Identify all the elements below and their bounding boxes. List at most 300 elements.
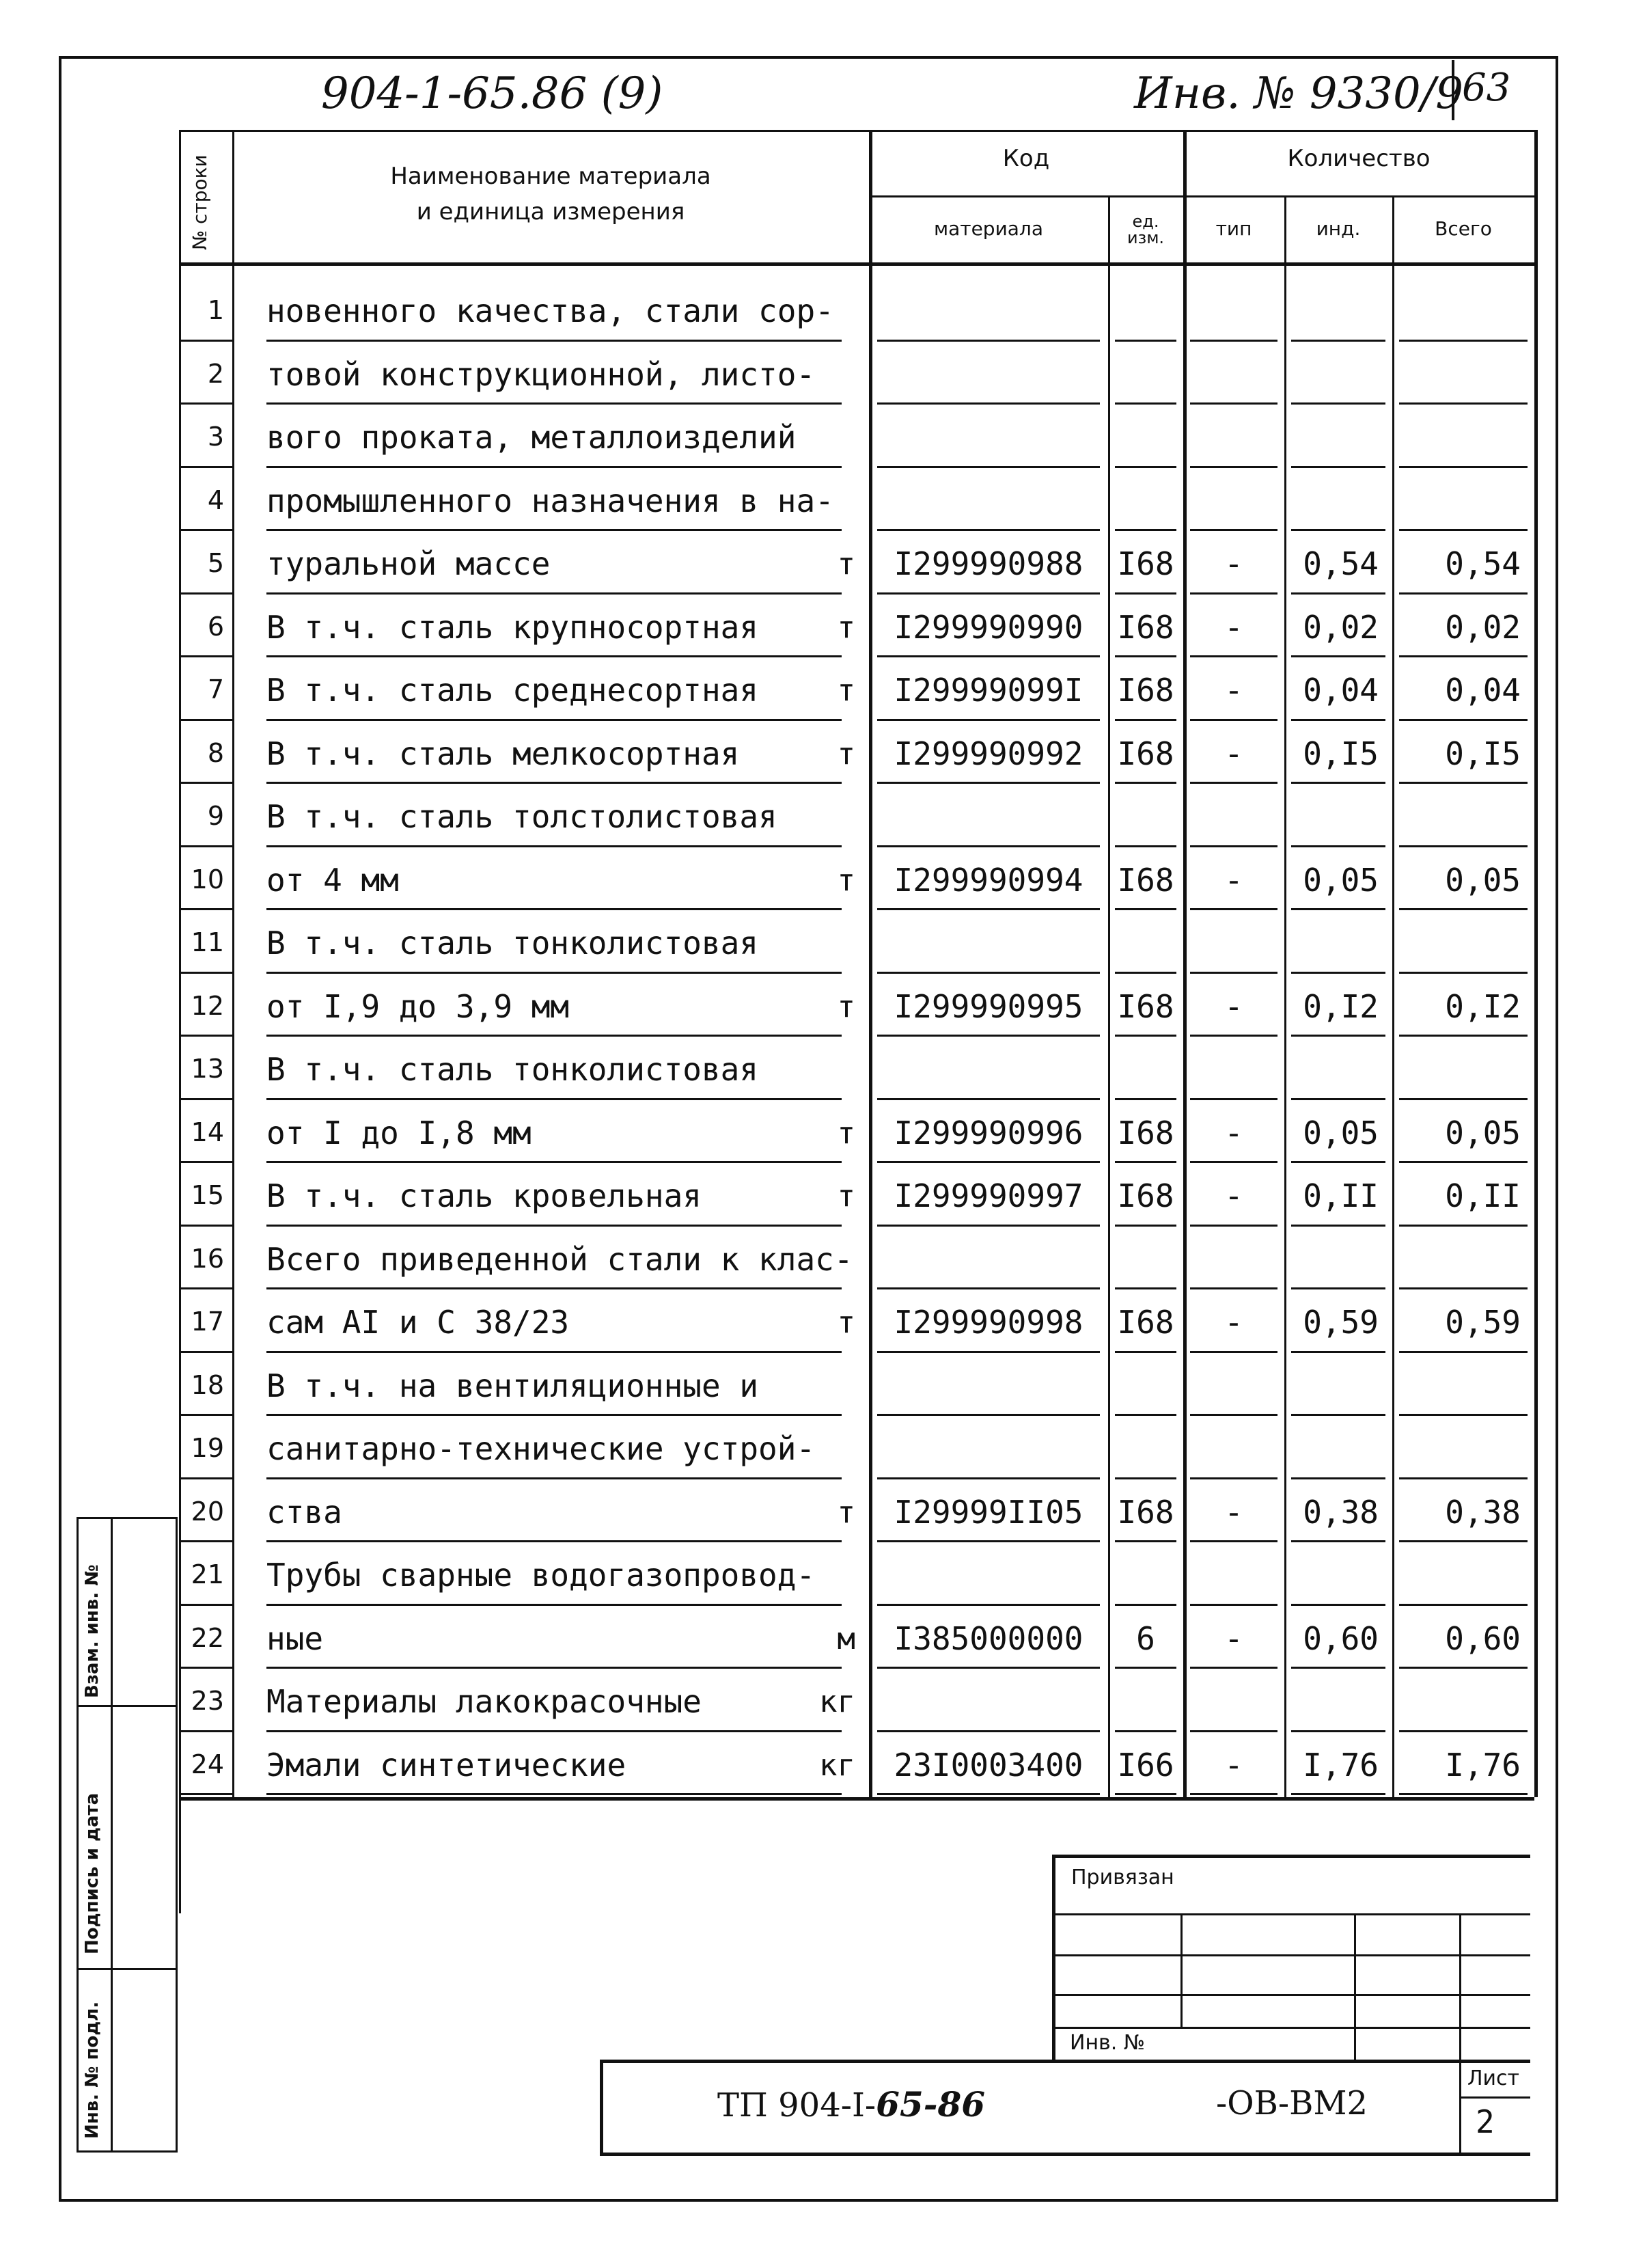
qty-ind: 0,I2 bbox=[1303, 987, 1379, 1025]
row-rule bbox=[1190, 1604, 1277, 1606]
qty-type: - bbox=[1224, 861, 1243, 899]
col-header-ind: инд. bbox=[1316, 217, 1361, 240]
qty-total: 0,54 bbox=[1445, 545, 1521, 582]
qty-ind: 0,05 bbox=[1303, 861, 1379, 899]
row-rule bbox=[179, 340, 232, 342]
qty-ind: 0,I5 bbox=[1303, 735, 1379, 772]
qty-total: 0,05 bbox=[1445, 1114, 1521, 1151]
row-rule bbox=[1115, 1225, 1176, 1227]
row-rule bbox=[179, 972, 232, 974]
material-code: I29999099I bbox=[894, 672, 1083, 709]
row-rule bbox=[266, 1035, 842, 1037]
qty-ind: I,76 bbox=[1303, 1746, 1379, 1784]
col-header-name-2: и единица измерения bbox=[416, 198, 685, 226]
row-rule bbox=[877, 1604, 1100, 1606]
material-code: I299990997 bbox=[894, 1177, 1083, 1214]
row-rule bbox=[1399, 655, 1528, 657]
row-rule bbox=[1399, 1098, 1528, 1100]
row-rule bbox=[1399, 1604, 1528, 1606]
row-rule bbox=[1115, 1667, 1176, 1669]
row-rule bbox=[1190, 466, 1277, 468]
row-rule bbox=[1115, 1477, 1176, 1479]
stamp-sheet-label: Лист bbox=[1467, 2066, 1520, 2090]
row-rule bbox=[877, 1414, 1100, 1416]
row-rule bbox=[179, 845, 232, 847]
page-number: 63 bbox=[1462, 66, 1511, 110]
row-rule bbox=[1115, 529, 1176, 531]
material-name: В т.ч. на вентиляционные и bbox=[266, 1367, 759, 1404]
row-rule bbox=[1190, 782, 1277, 784]
row-rule bbox=[877, 655, 1100, 657]
row-rule bbox=[877, 1477, 1100, 1479]
row-rule bbox=[1115, 1604, 1176, 1606]
col-header-type: тип bbox=[1215, 217, 1252, 240]
qty-type: - bbox=[1224, 672, 1243, 709]
qty-ind: 0,38 bbox=[1303, 1493, 1379, 1531]
row-rule bbox=[1399, 1414, 1528, 1416]
qty-ind: 0,02 bbox=[1303, 608, 1379, 646]
material-code: I299990998 bbox=[894, 1304, 1083, 1341]
table-bottom-rule bbox=[179, 1797, 1534, 1801]
row-rule bbox=[1115, 1540, 1176, 1542]
designation-hand: 65-86 bbox=[876, 2084, 986, 2124]
row-rule bbox=[877, 908, 1100, 910]
row-rule bbox=[1115, 1793, 1176, 1795]
row-rule bbox=[1399, 1035, 1528, 1037]
row-rule bbox=[1291, 908, 1385, 910]
row-rule bbox=[1115, 972, 1176, 974]
qty-ind: 0,II bbox=[1303, 1177, 1379, 1214]
row-rule bbox=[1115, 1730, 1176, 1732]
qty-total: 0,60 bbox=[1445, 1620, 1521, 1657]
left-border bbox=[179, 130, 181, 1913]
row-rule bbox=[266, 1540, 842, 1542]
stamp-privyazan: Привязан bbox=[1071, 1866, 1174, 1889]
row-rule bbox=[877, 972, 1100, 974]
material-name: Трубы сварные водогазопровод- bbox=[266, 1557, 816, 1594]
row-rule bbox=[1115, 466, 1176, 468]
material-name: Эмали синтетические bbox=[266, 1746, 626, 1784]
row-rule bbox=[179, 1540, 232, 1542]
material-name: промышленного назначения в на- bbox=[266, 482, 834, 519]
row-rule bbox=[1291, 340, 1385, 342]
row-rule bbox=[877, 719, 1100, 721]
unit-code: I68 bbox=[1117, 1177, 1174, 1214]
material-name: от I до I,8 мм bbox=[266, 1114, 531, 1151]
unit-of-measure: т bbox=[837, 1494, 855, 1530]
stamp-inv-no: Инв. № bbox=[1070, 2031, 1146, 2055]
row-rule bbox=[179, 908, 232, 910]
row-rule bbox=[1399, 782, 1528, 784]
row-rule bbox=[1190, 1351, 1277, 1353]
row-rule bbox=[1399, 1287, 1528, 1289]
row-number: 14 bbox=[191, 1117, 224, 1147]
row-number: 17 bbox=[191, 1307, 224, 1337]
row-rule bbox=[877, 1035, 1100, 1037]
material-name: санитарно-технические устрой- bbox=[266, 1430, 816, 1467]
row-rule bbox=[877, 1161, 1100, 1163]
qty-type: - bbox=[1224, 608, 1243, 646]
material-name: от I,9 до 3,9 мм bbox=[266, 987, 570, 1025]
col-header-quantity: Количество bbox=[1287, 145, 1431, 172]
material-name: от 4 мм bbox=[266, 861, 399, 899]
qty-type: - bbox=[1224, 1114, 1243, 1151]
row-rule bbox=[1190, 402, 1277, 405]
row-rule bbox=[266, 908, 842, 910]
row-rule bbox=[1291, 1667, 1385, 1669]
row-rule bbox=[266, 1351, 842, 1353]
header-bottom-rule bbox=[179, 262, 1534, 266]
designation-prefix: ТП 904-I- bbox=[717, 2086, 876, 2124]
qty-ind: 0,60 bbox=[1303, 1620, 1379, 1657]
unit-of-measure: кг bbox=[819, 1747, 855, 1783]
row-rule bbox=[266, 972, 842, 974]
side-label-vzam: Взам. инв. № bbox=[82, 1564, 102, 1698]
qty-type: - bbox=[1224, 1304, 1243, 1341]
unit-code: I68 bbox=[1117, 861, 1174, 899]
unit-code: I68 bbox=[1117, 672, 1174, 709]
row-rule bbox=[1291, 845, 1385, 847]
qty-total: 0,I2 bbox=[1445, 987, 1521, 1025]
row-rule bbox=[1291, 782, 1385, 784]
qty-ind: 0,04 bbox=[1303, 672, 1379, 709]
row-rule bbox=[1190, 340, 1277, 342]
row-rule bbox=[1291, 1351, 1385, 1353]
row-rule bbox=[1399, 466, 1528, 468]
material-code: I299990992 bbox=[894, 735, 1083, 772]
qty-ind: 0,54 bbox=[1303, 545, 1379, 582]
row-rule bbox=[1115, 1035, 1176, 1037]
row-rule bbox=[1115, 655, 1176, 657]
material-name: новенного качества, стали сор- bbox=[266, 292, 834, 329]
qty-type: - bbox=[1224, 987, 1243, 1025]
row-rule bbox=[877, 1287, 1100, 1289]
material-name: В т.ч. сталь среднесортная bbox=[266, 672, 759, 709]
row-number: 9 bbox=[207, 801, 224, 831]
row-rule bbox=[877, 1667, 1100, 1669]
row-rule bbox=[1291, 719, 1385, 721]
row-number: 3 bbox=[207, 422, 224, 452]
row-rule bbox=[179, 1225, 232, 1227]
row-number: 20 bbox=[191, 1496, 224, 1527]
col-header-unit-2: изм. bbox=[1127, 228, 1165, 247]
qty-total: 0,I5 bbox=[1445, 735, 1521, 772]
col-header-row-no: № строки bbox=[189, 154, 211, 250]
unit-of-measure: т bbox=[837, 736, 855, 771]
col-header-unit-1: ед. bbox=[1132, 212, 1159, 231]
row-rule bbox=[1291, 466, 1385, 468]
col-header-code-material: материала bbox=[933, 217, 1043, 240]
col-header-total: Всего bbox=[1435, 217, 1492, 240]
qty-type: - bbox=[1224, 735, 1243, 772]
row-rule bbox=[1291, 1477, 1385, 1479]
row-rule bbox=[1291, 1225, 1385, 1227]
row-rule bbox=[1291, 1287, 1385, 1289]
side-label-inv-podl: Инв. № подл. bbox=[82, 2001, 102, 2139]
row-rule bbox=[1291, 1161, 1385, 1163]
row-rule bbox=[1291, 1414, 1385, 1416]
row-rule bbox=[266, 1161, 842, 1163]
unit-of-measure: т bbox=[837, 610, 855, 645]
row-number: 10 bbox=[191, 864, 224, 894]
row-rule bbox=[1190, 1540, 1277, 1542]
row-rule bbox=[1399, 908, 1528, 910]
qty-ind: 0,05 bbox=[1303, 1114, 1379, 1151]
tip-col-rule bbox=[1183, 130, 1187, 1797]
row-rule bbox=[877, 1540, 1100, 1542]
unit-code: I68 bbox=[1117, 1114, 1174, 1151]
unit-code: I68 bbox=[1117, 545, 1174, 582]
inv-number: Инв. № 9330/9 bbox=[1134, 68, 1463, 119]
row-rule bbox=[1399, 1161, 1528, 1163]
unit-of-measure: т bbox=[837, 1179, 855, 1214]
qty-ind: 0,59 bbox=[1303, 1304, 1379, 1341]
qty-total: 0,04 bbox=[1445, 672, 1521, 709]
row-rule bbox=[266, 655, 842, 657]
code-col-rule bbox=[869, 130, 872, 1797]
row-rule bbox=[1291, 1793, 1385, 1795]
row-rule bbox=[1190, 1225, 1277, 1227]
row-number: 13 bbox=[191, 1054, 224, 1084]
row-rule bbox=[1291, 1604, 1385, 1606]
qty-total: 0,59 bbox=[1445, 1304, 1521, 1341]
row-rule bbox=[1399, 529, 1528, 531]
row-rule bbox=[179, 592, 232, 595]
row-rule bbox=[1291, 1035, 1385, 1037]
material-name: В т.ч. сталь кровельная bbox=[266, 1177, 702, 1214]
row-rule bbox=[266, 1793, 842, 1795]
unit-of-measure: т bbox=[837, 1305, 855, 1340]
row-rule bbox=[1399, 340, 1528, 342]
row-number: 2 bbox=[207, 358, 224, 389]
row-rule bbox=[1115, 592, 1176, 595]
row-rule bbox=[1115, 402, 1176, 405]
row-number: 11 bbox=[191, 927, 224, 957]
row-number: 8 bbox=[207, 737, 224, 768]
row-number: 15 bbox=[191, 1180, 224, 1210]
material-name: вого проката, металлоизделий bbox=[266, 419, 797, 456]
row-number: 6 bbox=[207, 611, 224, 642]
material-name: В т.ч. сталь тонколистовая bbox=[266, 1051, 759, 1088]
row-rule bbox=[179, 1667, 232, 1669]
row-rule bbox=[1291, 529, 1385, 531]
material-name: ства bbox=[266, 1493, 342, 1531]
qty-type: - bbox=[1224, 1493, 1243, 1531]
row-rule bbox=[1190, 845, 1277, 847]
right-col-rule bbox=[1534, 130, 1538, 1797]
row-rule bbox=[1399, 845, 1528, 847]
row-rule bbox=[1190, 1161, 1277, 1163]
row-rule bbox=[266, 340, 842, 342]
col-header-name-1: Наименование материала bbox=[390, 163, 711, 190]
qty-total: 0,38 bbox=[1445, 1493, 1521, 1531]
row-number: 24 bbox=[191, 1749, 224, 1779]
row-rule bbox=[1115, 1287, 1176, 1289]
row-rule bbox=[179, 1098, 232, 1100]
material-name: В т.ч. сталь крупносортная bbox=[266, 608, 759, 646]
row-rule bbox=[877, 402, 1100, 405]
row-number: 19 bbox=[191, 1433, 224, 1463]
row-rule bbox=[1399, 1477, 1528, 1479]
row-rule bbox=[1115, 1098, 1176, 1100]
unit-of-measure: т bbox=[837, 862, 855, 898]
qty-type: - bbox=[1224, 545, 1243, 582]
row-rule bbox=[1190, 908, 1277, 910]
row-rule bbox=[1399, 1540, 1528, 1542]
row-rule bbox=[1115, 908, 1176, 910]
row-rule bbox=[266, 1667, 842, 1669]
row-rule bbox=[1190, 719, 1277, 721]
row-number: 1 bbox=[207, 295, 224, 325]
material-code: I385000000 bbox=[894, 1620, 1083, 1657]
row-rule bbox=[1190, 592, 1277, 595]
col-header-code: Код bbox=[1002, 145, 1050, 172]
stamp-designation-suffix: -ОВ-ВМ2 bbox=[1216, 2084, 1368, 2122]
unit-of-measure: т bbox=[837, 547, 855, 582]
row-rule bbox=[1399, 1225, 1528, 1227]
doc-code: 904-1-65.86 (9) bbox=[321, 68, 663, 119]
qty-total: 0,02 bbox=[1445, 608, 1521, 646]
row-rule bbox=[266, 466, 842, 468]
row-number: 21 bbox=[191, 1559, 224, 1589]
row-rule bbox=[1115, 782, 1176, 784]
side-label-podpis: Подпись и дата bbox=[82, 1792, 102, 1954]
row-rule bbox=[1291, 1540, 1385, 1542]
row-rule bbox=[1291, 402, 1385, 405]
unit-of-measure: т bbox=[837, 673, 855, 708]
row-rule bbox=[1115, 1161, 1176, 1163]
row-rule bbox=[1291, 1098, 1385, 1100]
material-name: В т.ч. сталь мелкосортная bbox=[266, 735, 740, 772]
row-rule bbox=[1399, 719, 1528, 721]
row-rule bbox=[877, 845, 1100, 847]
row-rule bbox=[179, 1351, 232, 1353]
row-number: 16 bbox=[191, 1243, 224, 1274]
material-name: товой конструкционной, листо- bbox=[266, 355, 816, 393]
row-rule bbox=[1291, 1730, 1385, 1732]
row-number: 23 bbox=[191, 1686, 224, 1716]
row-rule bbox=[877, 529, 1100, 531]
row-rule bbox=[1190, 529, 1277, 531]
row-rule bbox=[1399, 402, 1528, 405]
row-rule bbox=[1291, 592, 1385, 595]
row-rule bbox=[1115, 845, 1176, 847]
row-rule bbox=[179, 1161, 232, 1163]
unit-code: I68 bbox=[1117, 1304, 1174, 1341]
unit-of-measure: т bbox=[837, 989, 855, 1024]
row-rule bbox=[266, 719, 842, 721]
row-rule bbox=[877, 1793, 1100, 1795]
row-number: 22 bbox=[191, 1622, 224, 1653]
num-col-rule bbox=[232, 130, 234, 1797]
material-name: Материалы лакокрасочные bbox=[266, 1683, 702, 1720]
qty-total: 0,05 bbox=[1445, 861, 1521, 899]
row-rule bbox=[1190, 1793, 1277, 1795]
qty-total: I,76 bbox=[1445, 1746, 1521, 1784]
unit-code: 6 bbox=[1136, 1620, 1155, 1657]
row-rule bbox=[179, 466, 232, 468]
row-number: 12 bbox=[191, 990, 224, 1021]
material-name: ные bbox=[266, 1620, 324, 1657]
row-rule bbox=[877, 782, 1100, 784]
row-rule bbox=[179, 1035, 232, 1037]
row-rule bbox=[266, 845, 842, 847]
material-code: 23I0003400 bbox=[894, 1746, 1083, 1784]
row-rule bbox=[1399, 1730, 1528, 1732]
material-name: сам АI и С 38/23 bbox=[266, 1304, 570, 1341]
row-rule bbox=[179, 655, 232, 657]
unit-of-measure: м bbox=[837, 1621, 855, 1656]
row-rule bbox=[1399, 1667, 1528, 1669]
row-rule bbox=[266, 1287, 842, 1289]
row-rule bbox=[179, 1730, 232, 1732]
row-rule bbox=[179, 529, 232, 531]
row-rule bbox=[1190, 1730, 1277, 1732]
row-rule bbox=[266, 1414, 842, 1416]
row-rule bbox=[1291, 972, 1385, 974]
row-rule bbox=[179, 1414, 232, 1416]
row-rule bbox=[1190, 1414, 1277, 1416]
material-name: Всего приведенной стали к клас- bbox=[266, 1240, 853, 1278]
row-rule bbox=[1399, 972, 1528, 974]
row-rule bbox=[179, 1793, 232, 1795]
row-rule bbox=[266, 592, 842, 595]
page-number-divider bbox=[1452, 60, 1454, 120]
material-code: I299990994 bbox=[894, 861, 1083, 899]
row-rule bbox=[1115, 340, 1176, 342]
material-code: I299990990 bbox=[894, 608, 1083, 646]
row-rule bbox=[877, 340, 1100, 342]
material-code: I299990996 bbox=[894, 1114, 1083, 1151]
row-rule bbox=[179, 1604, 232, 1606]
row-rule bbox=[266, 529, 842, 531]
row-rule bbox=[877, 1730, 1100, 1732]
row-rule bbox=[266, 1604, 842, 1606]
row-rule bbox=[1190, 1667, 1277, 1669]
qty-total: 0,II bbox=[1445, 1177, 1521, 1214]
row-number: 5 bbox=[207, 548, 224, 578]
row-rule bbox=[266, 1225, 842, 1227]
row-rule bbox=[1190, 972, 1277, 974]
material-code: I29999II05 bbox=[894, 1493, 1083, 1531]
row-number: 4 bbox=[207, 484, 224, 515]
row-rule bbox=[1115, 1414, 1176, 1416]
row-rule bbox=[179, 782, 232, 784]
material-name: В т.ч. сталь толстолистовая bbox=[266, 798, 777, 835]
row-rule bbox=[877, 1351, 1100, 1353]
row-rule bbox=[1190, 1287, 1277, 1289]
unit-code: I68 bbox=[1117, 1493, 1174, 1531]
row-rule bbox=[266, 1477, 842, 1479]
header-top-rule bbox=[179, 130, 1534, 132]
unit-of-measure: т bbox=[837, 1115, 855, 1151]
row-rule bbox=[1190, 655, 1277, 657]
row-rule bbox=[266, 782, 842, 784]
unit-code: I68 bbox=[1117, 735, 1174, 772]
row-rule bbox=[179, 719, 232, 721]
row-rule bbox=[266, 402, 842, 405]
row-rule bbox=[179, 1477, 232, 1479]
row-rule bbox=[266, 1730, 842, 1732]
row-rule bbox=[1190, 1035, 1277, 1037]
row-rule bbox=[1190, 1098, 1277, 1100]
unit-of-measure: кг bbox=[819, 1684, 855, 1719]
stamp-sheet-value: 2 bbox=[1476, 2103, 1495, 2140]
row-rule bbox=[179, 1287, 232, 1289]
row-rule bbox=[1115, 1351, 1176, 1353]
material-name: В т.ч. сталь тонколистовая bbox=[266, 925, 759, 961]
row-rule bbox=[877, 1225, 1100, 1227]
